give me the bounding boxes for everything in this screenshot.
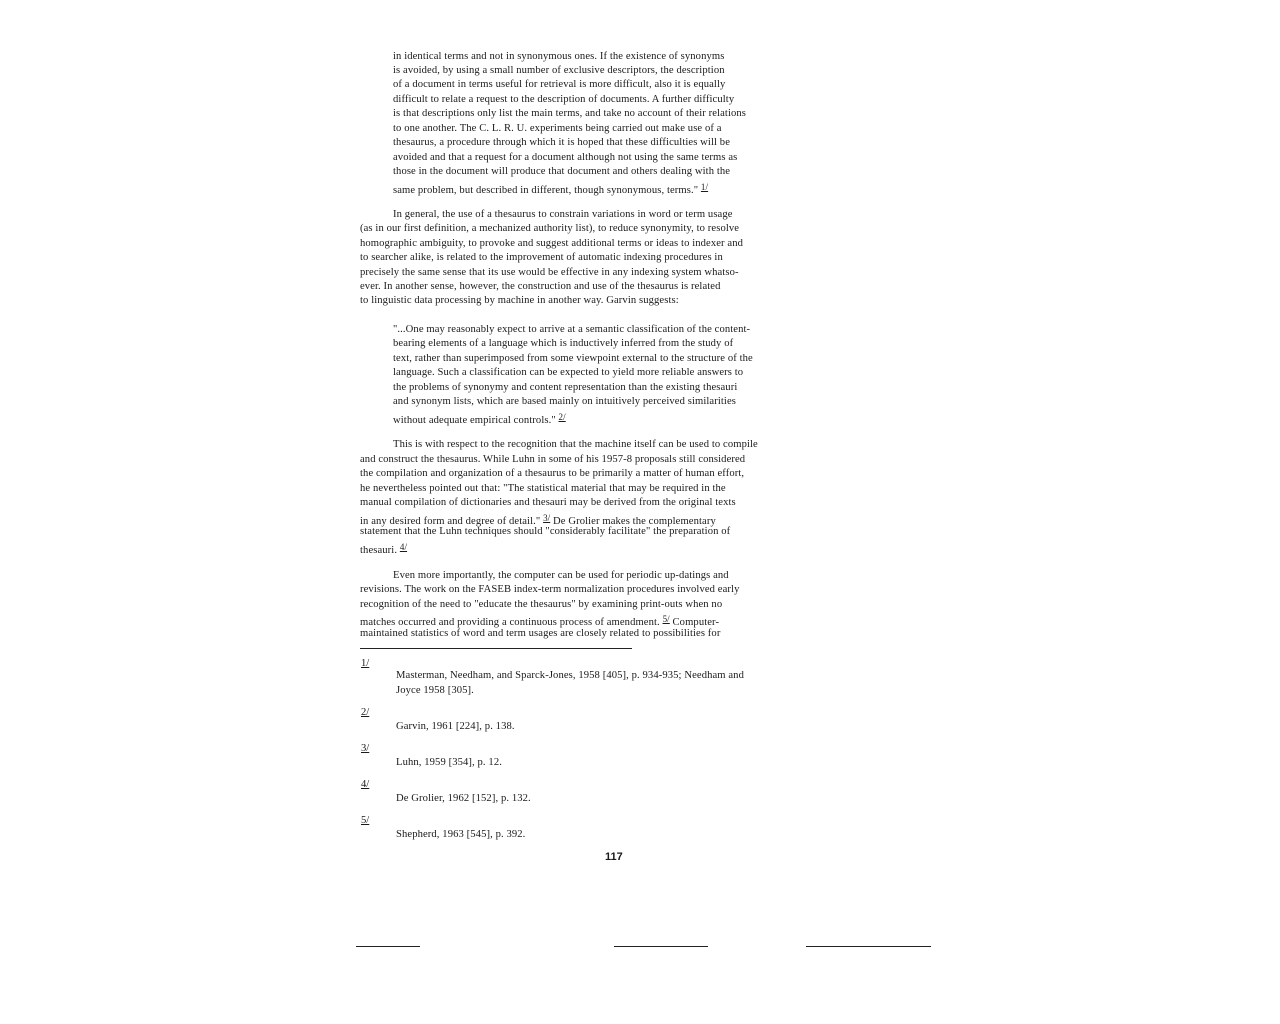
page-number: 117 — [605, 851, 623, 863]
text-line: (as in our first definition, a mechanized authority list), to reduce synonymity, to resolve — [360, 223, 740, 234]
text-line: and synonym lists, which are based mainly on intuitively perceived similarities — [393, 396, 737, 407]
text-line: homographic ambiguity, to provoke and suggest additional terms or ideas to indexer and — [360, 238, 744, 249]
footnote-text: Shepherd, 1963 [545], p. 392. — [396, 829, 526, 840]
divider-line — [806, 946, 931, 947]
footnote-text: Masterman, Needham, and Sparck-Jones, 1958 [405], p. 934-935; Needham and — [396, 670, 744, 681]
divider-line — [614, 946, 708, 947]
text-line — [393, 180, 708, 198]
text-line: those in the document will produce that document and others dealing with the — [393, 166, 731, 177]
footnote-text: De Grolier, 1962 [152], p. 132. — [396, 793, 531, 804]
text-line: the problems of synonymy and content representation than the existing thesauri — [393, 382, 738, 393]
text-line: recognition of the need to "educate the thesaurus" by examining print-outs when no — [360, 599, 723, 610]
text-line: statement that the Luhn techniques should "considerably facilitate" the preparation of — [360, 526, 731, 537]
text-line: difficult to relate a request to the description of documents. A further difficulty — [393, 94, 735, 105]
footnote-separator — [360, 648, 632, 649]
footnote-mark: 4/ — [361, 779, 370, 790]
text-line: This is with respect to the recognition that the machine itself can be used to compile — [393, 439, 758, 450]
text-line — [393, 410, 566, 428]
footnote-ref-5[interactable]: 5/ — [662, 614, 670, 624]
text-line: and construct the thesaurus. While Luhn in some of his 1957-8 proposals still considered — [360, 454, 746, 465]
text-line: he nevertheless pointed out that: "The statistical material that may be required in the — [360, 483, 726, 494]
footnote-mark: 2/ — [361, 707, 370, 718]
footnote-ref-2[interactable]: 2/ — [558, 412, 566, 422]
text-line: maintained statistics of word and term usages are closely related to possibilities for — [360, 628, 721, 639]
text-line: to searcher alike, is related to the improvement of automatic indexing procedures in — [360, 252, 723, 263]
text-line: is avoided, by using a small number of exclusive descriptors, the description — [393, 65, 725, 76]
text-line: text, rather than superimposed from some viewpoint external to the structure of the — [393, 353, 753, 364]
text-span: thesauri. — [360, 545, 398, 556]
text-line: bearing elements of a language which is inductively inferred from the study of — [393, 338, 734, 349]
footnote-ref-1[interactable]: 1/ — [700, 182, 709, 192]
text-line: Even more importantly, the computer can be used for periodic up-datings and — [393, 570, 729, 581]
text-line: to one another. The C. L. R. U. experiments being carried out make use of a — [393, 123, 722, 134]
text-span: without adequate empirical controls." — [393, 415, 556, 426]
text-line: is that descriptions only list the main terms, and take no account of their relations — [393, 108, 747, 119]
text-line: manual compilation of dictionaries and thesauri may be derived from the original texts — [360, 497, 736, 508]
footnote-text: Luhn, 1959 [354], p. 12. — [396, 757, 502, 768]
text-line: revisions. The work on the FASEB index-term normalization procedures involved early — [360, 584, 740, 595]
text-line: "...One may reasonably expect to arrive at a semantic classification of the content- — [393, 324, 751, 335]
footnote-mark: 3/ — [361, 743, 370, 754]
footnote-text: Garvin, 1961 [224], p. 138. — [396, 721, 515, 732]
text-span: same problem, but described in different, though synonymous, terms." — [393, 185, 699, 196]
text-line: thesaurus, a procedure through which it is hoped that these difficulties will be — [393, 137, 731, 148]
footnote-mark: 1/ — [361, 658, 370, 669]
text-line: avoided and that a request for a document although not using the same terms as — [393, 152, 738, 163]
text-line — [360, 540, 407, 558]
text-line: the compilation and organization of a thesaurus to be primarily a matter of human effort, — [360, 468, 745, 479]
text-line: in identical terms and not in synonymous ones. If the existence of synonyms — [393, 51, 725, 62]
text-line: precisely the same sense that its use would be effective in any indexing system whatso- — [360, 267, 739, 278]
text-span: in any desired form and degree of detail." — [360, 516, 541, 527]
footnote-ref-3[interactable]: 3/ — [543, 513, 551, 523]
text-line: of a document in terms useful for retrieval is more difficult, also it is equally — [393, 79, 726, 90]
divider-line — [356, 946, 420, 947]
text-line: ever. In another sense, however, the construction and use of the thesaurus is related — [360, 281, 721, 292]
text-span: De Grolier makes the complementary — [553, 516, 716, 527]
footnote-ref-4[interactable]: 4/ — [399, 542, 408, 552]
text-line: language. Such a classification can be expected to yield more reliable answers to — [393, 367, 744, 378]
text-span: matches occurred and providing a continuous process of amendment. — [360, 617, 660, 628]
footnote-mark: 5/ — [361, 815, 370, 826]
footnote-text: Joyce 1958 [305]. — [396, 685, 474, 696]
text-line: to linguistic data processing by machine in another way. Garvin suggests: — [360, 295, 679, 306]
text-span: Computer- — [672, 617, 720, 628]
text-line: In general, the use of a thesaurus to constrain variations in word or term usage — [393, 209, 733, 220]
